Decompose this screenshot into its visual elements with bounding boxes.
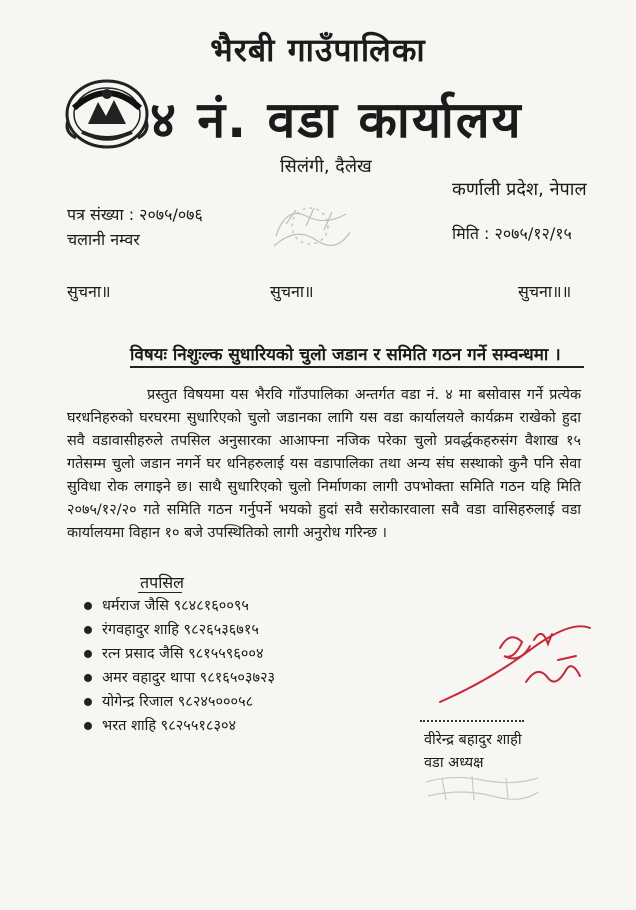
list-item-text: अमर वहादुर थापा ९८१६५०३७२३: [102, 670, 276, 686]
body-paragraph: प्रस्तुत विषयमा यस भैरवि गाँउपालिका अन्तर्गत वडा नं. ४ मा बसोवास गर्ने प्रत्येक घरधनिहरुको घरघरमा सुधारिएको चुलो जडानका लागि यस वडा कार्यालयले कार्यक्रम राखेको हुदा सवै वडावासीहरुले तपसिल अनुसारका आआफ्ना नजिक परेका चुलो प्रवर्द्धकहरुसंग वैशाख १५ गतेसम्म चुलो जडान नगर्ने घर धनिहरुलाई यस वडापालिका तथा अन्य संघ सस्थाको कुनै पनि सेवा सुविधा रोक लगाइने छ। साथै सुधारिएको चुलो निर्माणका लागी उपभोक्ता समिति गठन यहि मिति २०७५/१२/२० गते समिति गठन गर्नुपर्ने भयको हुदां सवै सरोकारवाला सवै वडा वासिहरुलाई वडा कार्यालयमा विहान १० बजे उपस्थितिको लागी अनुरोध गरिन्छ ।: [67, 387, 581, 541]
list-item-text: योगेन्द्र रिजाल ९८२४५०००५८: [102, 694, 254, 710]
list-item-text: रंगवहादुर शाहि ९८२६५३६७१५: [102, 622, 259, 638]
bullet-icon: [84, 674, 92, 682]
handwritten-signature-icon: [430, 620, 600, 710]
letter-date: मिति : २०७५/१२/१५: [452, 224, 572, 243]
signer-name: वीरेन्द्र बहादुर शाही: [424, 732, 522, 748]
list-item: [84, 666, 275, 690]
bullet-icon: [84, 698, 92, 706]
list-item-text: भरत शाहि ९८२५५१८३०४: [102, 718, 237, 734]
bullet-icon: [84, 626, 92, 634]
list-item: [84, 618, 275, 642]
list-heading-underline: [138, 592, 182, 593]
notice-label: सुचना॥: [67, 282, 111, 301]
subject-underline: [130, 366, 584, 368]
bullet-icon: [84, 650, 92, 658]
dispatch-number: चलानी नम्वर: [67, 230, 140, 249]
bullet-icon: [84, 602, 92, 610]
list-item-text: रत्न प्रसाद जैसि ९८१५५९६००४: [102, 646, 264, 662]
municipality-name: भैरबी गाउँपालिका: [210, 31, 426, 69]
bullet-icon: [84, 722, 92, 730]
list-item-text: धर्मराज जैसि ९८४८१६००९५: [102, 598, 249, 614]
ward-office-title: ४ नं. वडा कार्यालय: [150, 91, 523, 149]
subject-line: विषयः निशुःल्क सुधारियको चुलो जडान र समिति गठन गर्ने सम्वन्धमा ।: [130, 345, 561, 365]
faint-stamp-icon: [266, 196, 356, 256]
list-item: [84, 642, 275, 666]
signer-title: वडा अध्यक्ष: [424, 755, 484, 771]
location-text: सिलंगी, दैलेख: [280, 156, 372, 177]
notice-label: सुचना॥: [270, 282, 314, 301]
reference-number: पत्र संख्या : २०७५/०७६: [67, 205, 203, 224]
faint-seal-icon: [422, 770, 542, 804]
signature-dotted-line: [420, 720, 524, 722]
list-item: [84, 594, 275, 618]
list-item: [84, 714, 275, 738]
nepal-emblem-icon: [62, 72, 152, 150]
province-text: कर्णाली प्रदेश, नेपाल: [452, 179, 587, 200]
promoter-list: [84, 594, 275, 738]
notice-label: सुचना॥॥: [518, 282, 572, 301]
list-item: [84, 690, 275, 714]
list-heading: तपसिल: [140, 573, 185, 592]
